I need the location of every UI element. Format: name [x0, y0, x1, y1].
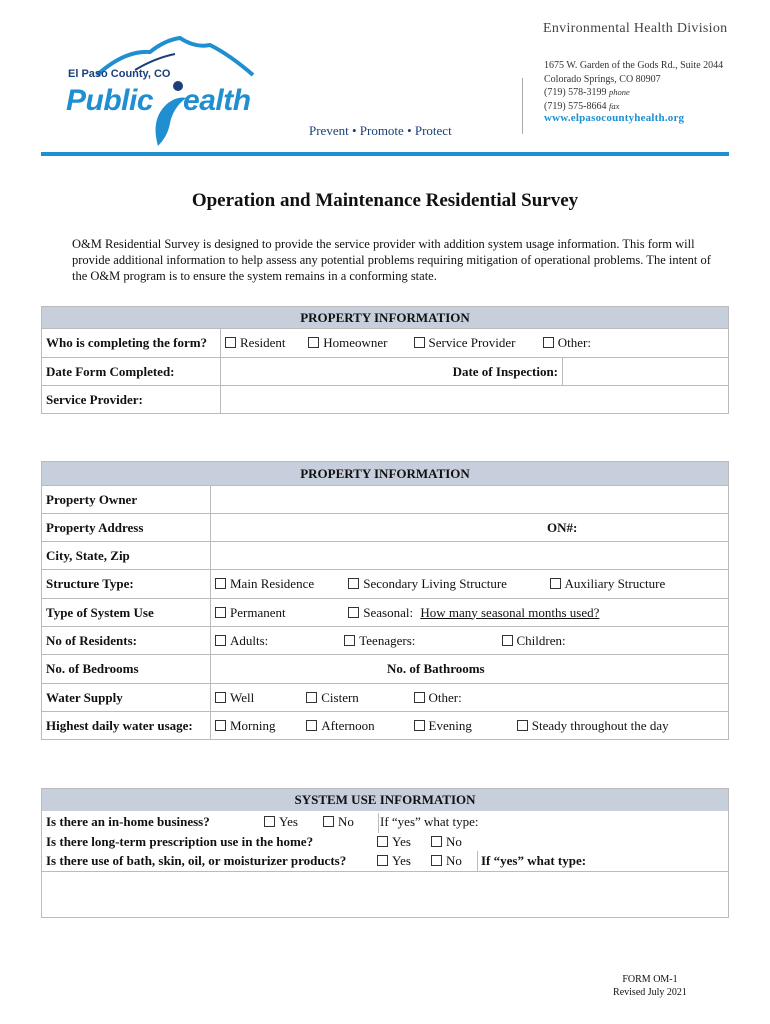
- fax-number: (719) 575-8664: [544, 100, 607, 112]
- checkbox-secondary-living[interactable]: Secondary Living Structure: [348, 576, 546, 592]
- form-footer: [600, 973, 700, 999]
- prescription-question: Is there long-term prescription use in the home?: [46, 834, 314, 849]
- logo-swoosh-icon: [148, 78, 190, 148]
- water-supply-options: [211, 684, 729, 712]
- checkbox-seasonal[interactable]: Seasonal:: [348, 605, 413, 621]
- header-divider: [522, 78, 523, 134]
- system-use-options: [211, 599, 729, 627]
- service-provider-field[interactable]: [221, 386, 729, 414]
- section-header: PROPERTY INFORMATION: [42, 462, 729, 486]
- residents-label: No of Residents:: [42, 627, 211, 655]
- home-business-question: Is there an in-home business?: [46, 814, 210, 829]
- section-header: SYSTEM USE INFORMATION: [42, 789, 728, 811]
- who-completing-label: Who is completing the form?: [42, 329, 221, 358]
- bathrooms-label: No. of Bathrooms: [387, 661, 485, 676]
- who-completing-options: [221, 329, 729, 358]
- division-name: Environmental Health Division: [543, 21, 728, 36]
- property-info-table-2: [41, 461, 729, 740]
- water-usage-options: [211, 712, 729, 740]
- water-supply-label: Water Supply: [42, 684, 211, 712]
- phone-line: [544, 86, 723, 100]
- checkbox-service-provider[interactable]: Service Provider: [414, 335, 540, 351]
- property-address-label: Property Address: [42, 514, 211, 542]
- checkbox-prescription-no[interactable]: No: [431, 834, 462, 850]
- address-line-2: Colorado Springs, CO 80907: [544, 73, 661, 85]
- divider: [378, 813, 379, 833]
- checkbox-main-residence[interactable]: Main Residence: [215, 576, 345, 592]
- checkbox-auxiliary[interactable]: Auxiliary Structure: [550, 576, 666, 592]
- property-address-field[interactable]: [211, 514, 729, 542]
- property-owner-field[interactable]: [211, 486, 729, 514]
- section-header: PROPERTY INFORMATION: [42, 307, 729, 329]
- structure-type-options: [211, 570, 729, 599]
- checkbox-other[interactable]: Other:: [543, 335, 591, 351]
- divider: [477, 851, 478, 871]
- property-info-table-1: [41, 306, 729, 414]
- revision-date: Revised July 2021: [613, 987, 687, 998]
- residents-options: [211, 627, 729, 655]
- checkbox-teenagers[interactable]: Teenagers:: [344, 633, 498, 649]
- notes-field[interactable]: [42, 872, 728, 916]
- logo-word-health: ealth: [183, 84, 251, 117]
- system-use-label: Type of System Use: [42, 599, 211, 627]
- contact-address: [544, 59, 723, 113]
- moisturizer-type-label: If “yes” what type:: [481, 853, 587, 868]
- system-use-section: [41, 788, 729, 918]
- service-provider-label: Service Provider:: [42, 386, 221, 414]
- phone-number: (719) 578-3199: [544, 87, 607, 98]
- business-type-label: If “yes” what type:: [380, 814, 479, 829]
- phone-label: phone: [609, 87, 630, 97]
- city-state-zip-field[interactable]: [211, 542, 729, 570]
- seasonal-months-question: How many seasonal months used?: [420, 604, 600, 620]
- logo-word-public: Public: [66, 84, 154, 117]
- structure-type-label: Structure Type:: [42, 570, 211, 599]
- property-owner-label: Property Owner: [42, 486, 211, 514]
- fax-label: fax: [609, 100, 620, 111]
- checkbox-cistern[interactable]: Cistern: [306, 690, 410, 706]
- bedrooms-field[interactable]: [211, 655, 729, 684]
- checkbox-homeowner[interactable]: Homeowner: [308, 335, 410, 351]
- checkbox-water-other[interactable]: Other:: [414, 690, 462, 706]
- fax-line: [544, 100, 723, 114]
- address-line-1: 1675 W. Garden of the Gods Rd., Suite 2044: [544, 60, 724, 71]
- city-state-zip-label: City, State, Zip: [42, 542, 211, 570]
- website-link[interactable]: www.elpasocountyhealth.org: [544, 112, 685, 124]
- water-usage-label: Highest daily water usage:: [42, 712, 211, 740]
- moisturizer-question: Is there use of bath, skin, oil, or moisturizer products?: [46, 853, 347, 868]
- checkbox-steady[interactable]: Steady throughout the day: [517, 718, 669, 734]
- checkbox-afternoon[interactable]: Afternoon: [306, 718, 410, 734]
- checkbox-business-no[interactable]: No: [323, 814, 354, 830]
- checkbox-permanent[interactable]: Permanent: [215, 605, 345, 621]
- checkbox-prescription-yes[interactable]: Yes: [377, 834, 411, 850]
- date-completed-label: Date Form Completed:: [42, 358, 221, 386]
- form-number: FORM OM-1: [622, 974, 678, 985]
- checkbox-business-yes[interactable]: Yes: [264, 814, 298, 830]
- checkbox-adults[interactable]: Adults:: [215, 633, 341, 649]
- checkbox-resident[interactable]: Resident: [225, 335, 305, 351]
- checkbox-morning[interactable]: Morning: [215, 718, 303, 734]
- on-number-label: ON#:: [547, 519, 578, 535]
- checkbox-children[interactable]: Children:: [502, 633, 566, 649]
- checkbox-evening[interactable]: Evening: [414, 718, 514, 734]
- checkbox-well[interactable]: Well: [215, 690, 303, 706]
- date-inspection-field[interactable]: [563, 358, 729, 386]
- intro-paragraph: O&M Residential Survey is designed to provide the service provider with addition system usage information. This form will provide additional information to help assess any potential problems requiring mitigation of operational problems. The intent of the O&M program is to ensure the system remains in a conforming state.: [72, 237, 711, 283]
- header-rule: [41, 152, 729, 156]
- date-inspection-label: Date of Inspection:: [221, 358, 563, 386]
- logo-county-text: El Paso County, CO: [68, 68, 171, 80]
- bedrooms-label: No. of Bedrooms: [42, 655, 211, 684]
- page-title: Operation and Maintenance Residential Survey: [191, 190, 579, 211]
- checkbox-moisturizer-no[interactable]: No: [431, 853, 462, 869]
- logo-tagline: Prevent • Promote • Protect: [309, 123, 452, 138]
- checkbox-moisturizer-yes[interactable]: Yes: [377, 853, 411, 869]
